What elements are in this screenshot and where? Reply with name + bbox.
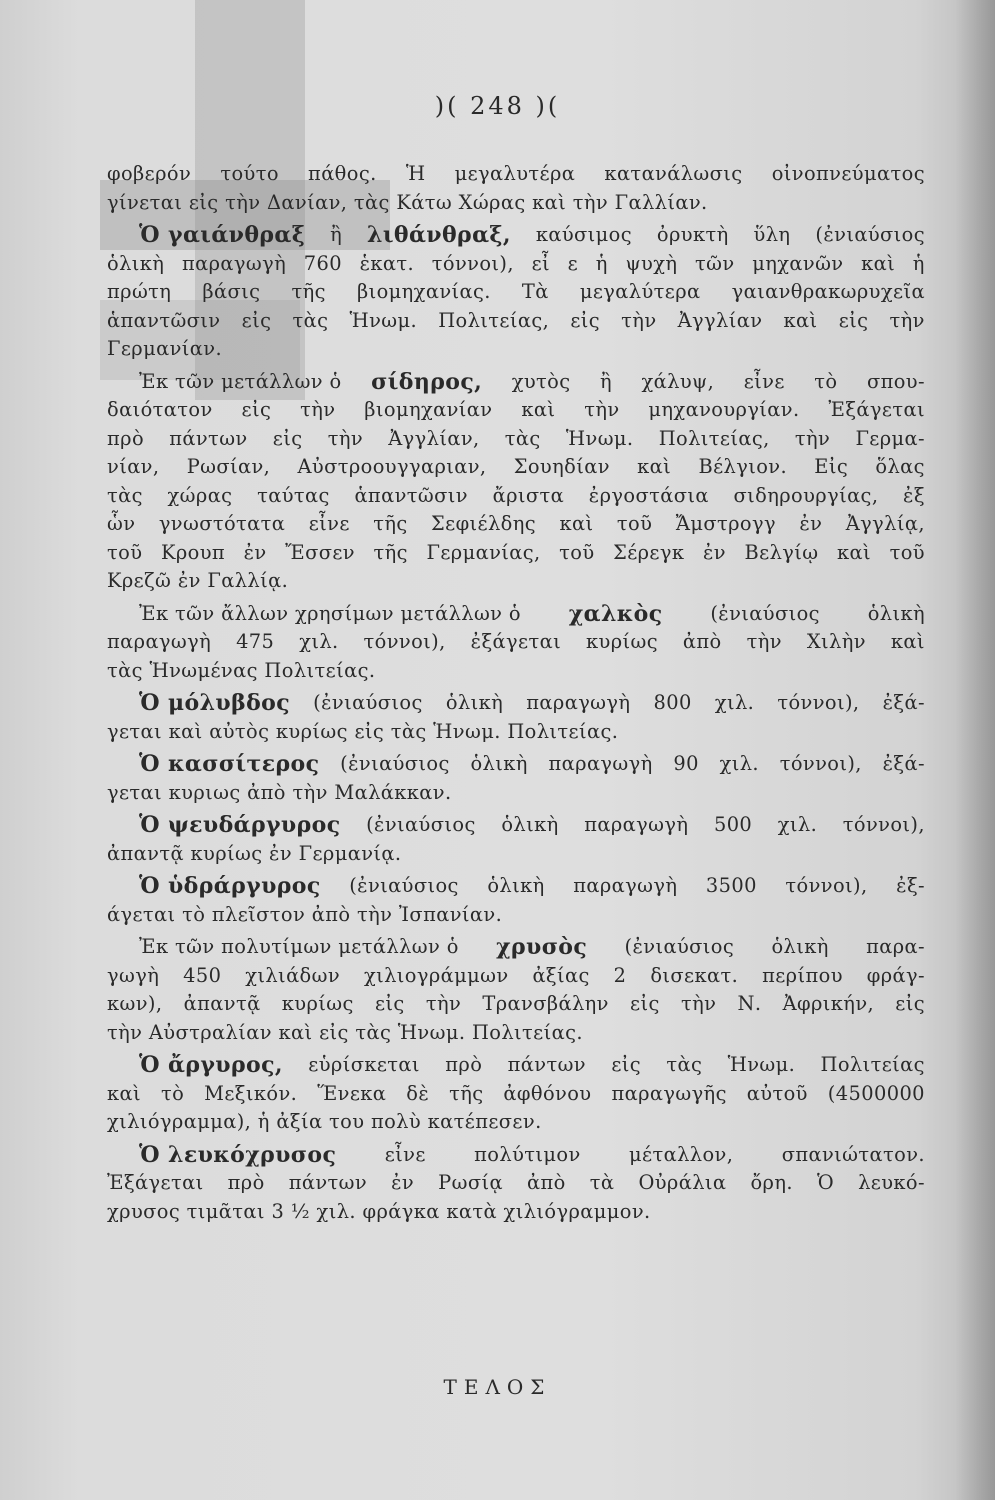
word: Ἐξάγεται: [828, 398, 925, 421]
paragraph-first-line: [107, 1141, 925, 1170]
word: Ἕνεκα: [317, 1081, 387, 1105]
word: Ὁ: [816, 1171, 835, 1194]
text-run: ὁλικὴ: [470, 752, 528, 775]
word: παραγωγῆς: [611, 1081, 727, 1105]
word: Ἀγγλίαν: [677, 308, 763, 332]
paragraph-first-line: [107, 811, 925, 840]
word: ἐξ: [903, 483, 925, 507]
word: ἀπὸ: [527, 1171, 566, 1194]
text-run: (ἐνιαύσιος: [710, 601, 820, 625]
word: Ν.: [737, 992, 762, 1015]
word: τὴν: [680, 992, 717, 1015]
word: Τρανσβάλην: [482, 992, 609, 1015]
word: Οὐράλια: [638, 1171, 727, 1194]
text-run: παραγωγὴ: [526, 691, 631, 714]
bold-term: χρυσὸς: [496, 934, 588, 960]
word: Ἀφρικήν,: [782, 992, 875, 1015]
text-line: ἀπαντᾷ κυρίως ἐν Γερμανίᾳ.: [107, 841, 402, 865]
word: ἐργοστάσια: [588, 483, 709, 507]
text-run: τόννοι),: [842, 813, 925, 836]
word: εἰς: [272, 426, 303, 450]
paragraph-first-line: [107, 368, 925, 397]
word: ἡ: [595, 251, 608, 275]
text-line: [107, 396, 925, 425]
text-run: τόννοι),: [777, 691, 860, 714]
bold-term: Ὁ ψευδάργυρος: [139, 812, 341, 838]
word: Σουηδίαν: [513, 455, 610, 478]
text-run: ἐξά-: [882, 691, 925, 714]
word: κυρίως: [281, 992, 354, 1015]
word: τοῦ: [107, 540, 143, 564]
word: δαιότατον: [107, 398, 213, 421]
word: Ἔσσεν: [285, 540, 355, 564]
word: καὶ: [637, 455, 672, 478]
word: μηχανῶν: [752, 251, 844, 275]
word: κυρίως: [586, 630, 658, 653]
word: ἀπὸ: [682, 630, 722, 653]
word: εἰς: [838, 308, 869, 332]
text-run: ἢ: [599, 369, 613, 393]
word: ψυχὴ: [625, 251, 678, 275]
word: (4500000: [827, 1081, 925, 1105]
text-line: Γερμανίαν.: [107, 337, 223, 360]
word: Εἰς: [814, 455, 849, 478]
word: ἀπαντᾷ: [183, 992, 261, 1015]
word: τὴν: [300, 398, 336, 421]
word: ἁπαντῶσιν: [107, 308, 221, 332]
text-run: (ἐνιαύσιος: [349, 874, 459, 897]
word: ἐν: [799, 512, 823, 535]
text-run: μέταλλον,: [629, 1142, 734, 1166]
word: Κρουπ: [160, 540, 226, 564]
word: Ἡνωμ.: [349, 308, 418, 332]
end-word: ΤΕΛΟΣ: [443, 1375, 552, 1399]
word: καὶ: [890, 630, 925, 653]
text-run: 3500: [705, 874, 757, 897]
word: τόννοι),: [431, 251, 514, 275]
bold-term: Ὁ ἄργυρος,: [139, 1052, 283, 1078]
text-run: χάλυψ,: [641, 369, 715, 393]
text-run: παραγωγὴ: [548, 752, 653, 775]
bold-term: χαλκὸς: [568, 600, 663, 627]
word: λευκό-: [858, 1171, 925, 1194]
text-run: πολύτιμον: [474, 1142, 581, 1166]
text-line: [107, 510, 925, 539]
word: 2: [613, 963, 627, 987]
text-run: (ἐνιαύσιος: [366, 813, 476, 836]
word: τοῦ: [559, 540, 595, 564]
paragraph: [107, 750, 925, 807]
bold-term: Ὁ λευκόχρυσος: [139, 1141, 337, 1168]
word: ἀξίας: [532, 963, 590, 987]
text-line: [107, 250, 925, 279]
word: Πολιτείας,: [438, 308, 550, 332]
word: τῆς: [449, 1081, 484, 1105]
text-run: Ἐκ τῶν ἄλλων χρησίμων μετάλλων ὁ: [139, 601, 522, 625]
word: γωγὴ: [107, 963, 160, 987]
word: μεγαλυτέρα: [454, 162, 576, 185]
text-run: χυτὸς: [511, 369, 571, 393]
text-run: σπανιώτατον.: [781, 1142, 925, 1166]
word: τὴν: [425, 992, 462, 1015]
text-line: τὰς Ἡνωμένας Πολιτείας.: [107, 658, 376, 682]
paragraph: [107, 1051, 925, 1137]
text-run: παραγωγὴ: [584, 813, 689, 836]
word: Ρωσίαν,: [186, 455, 271, 478]
text-run: εἶνε: [743, 369, 785, 393]
text-run: εἶνε: [384, 1142, 426, 1166]
word: τὸ: [160, 1081, 185, 1105]
word: Γερμανίας,: [426, 540, 541, 564]
word: Ἄμστρογγ: [675, 512, 776, 535]
text-run: πάντων: [507, 1053, 586, 1076]
text-run: εἰς: [611, 1053, 642, 1076]
word: καὶ: [107, 1081, 142, 1105]
word: βιομηχανίας.: [356, 280, 491, 303]
word: τὰς: [504, 426, 541, 450]
word: ἁπαντῶσιν: [354, 483, 468, 507]
word: μηχανουργίαν.: [648, 398, 800, 421]
text-line: τὴν Αὐστραλίαν καὶ εἰς τὰς Ἡνωμ. Πολιτείας.: [107, 1020, 583, 1044]
word: 760: [303, 251, 342, 275]
text-run: (ἐνιαύσιος: [313, 691, 423, 714]
word: βιομηχανίαν: [364, 398, 493, 421]
word: ἀφθόνου: [503, 1081, 592, 1105]
bold-term: Ὁ γαιάνθραξ: [139, 222, 306, 248]
word: τὴν: [584, 398, 620, 421]
word: πρὸ: [107, 426, 145, 450]
word: βάσις: [202, 280, 261, 303]
word: ὅλας: [875, 455, 925, 478]
word: ἐν: [702, 540, 726, 564]
word: καὶ: [559, 512, 594, 535]
word: χιλιάδων: [245, 963, 341, 987]
word: εἰς: [895, 992, 925, 1015]
word: γνωστότατα: [158, 512, 286, 535]
word: κατανάλωσις: [604, 162, 743, 185]
body-text: [107, 160, 925, 1230]
text-line: άγεται τὸ πλεῖστον ἀπὸ τὴν Ἰσπανίαν.: [107, 902, 503, 926]
word: τόννοι),: [363, 630, 446, 653]
paragraph: [107, 872, 925, 929]
text-line: [107, 539, 925, 568]
text-line: Κρεζῶ ἐν Γαλλίᾳ.: [107, 569, 289, 592]
word: καὶ: [521, 398, 556, 421]
text-run: (ἐνιαύσιος: [340, 752, 450, 775]
paragraph: [107, 221, 925, 364]
word: τούτο: [220, 162, 279, 185]
word: πάντων: [169, 426, 248, 450]
word: γαιανθρακωρυχεῖα: [731, 280, 925, 303]
text-run: ἐξ-: [896, 874, 925, 897]
text-line: [107, 1080, 925, 1109]
text-run: εὑρίσκεται: [308, 1053, 420, 1076]
paragraph: [107, 600, 925, 686]
word: Τὰ: [521, 280, 549, 303]
word: ὁλικὴ: [107, 251, 165, 275]
word: αὐτοῦ: [746, 1081, 808, 1105]
paragraph-first-line: [107, 750, 925, 779]
bold-term: Ὁ κασσίτερος: [139, 751, 320, 777]
word: εἶ: [531, 251, 551, 275]
paragraph: [107, 933, 925, 1047]
word: 475: [236, 630, 275, 653]
word: Σεφιέλδης: [431, 512, 537, 535]
paragraph-first-line: [107, 600, 925, 629]
page-edge-shadow: [955, 0, 995, 1500]
text-run: ὁλικὴ: [501, 813, 559, 836]
word: τὴν: [794, 426, 831, 450]
text-run: πρὸ: [445, 1053, 483, 1076]
word: οἰνοπνεύματος: [771, 162, 925, 185]
word: Μεξικόν.: [204, 1081, 298, 1105]
word: ἄριστα: [492, 483, 565, 507]
text-line: [107, 278, 925, 307]
text-run: Πολιτείας: [820, 1053, 925, 1076]
word: ταύτας: [257, 483, 330, 507]
word: Ρωσίᾳ: [438, 1171, 503, 1194]
text-run: 800: [653, 691, 692, 714]
word: τὰς: [107, 483, 143, 507]
text-run: Ἐκ τῶν μετάλλων ὁ: [139, 369, 342, 393]
paragraph-first-line: [107, 689, 925, 718]
text-run: 90: [673, 752, 699, 775]
text-run: τὸ: [814, 369, 838, 393]
word: περίπου: [762, 963, 843, 987]
word: τοῦ: [889, 540, 925, 564]
word: Ἀγγλίᾳ,: [845, 512, 925, 535]
text-run: ὁλικὴ: [445, 691, 504, 714]
word: πρώτη: [107, 280, 172, 303]
word: παραγωγὴ: [107, 630, 212, 653]
word: εἰς: [570, 308, 601, 332]
word: ἑκατ.: [359, 251, 415, 275]
page-number: )( 248 )(: [434, 92, 561, 120]
text-run: Ἡνωμ.: [727, 1053, 796, 1076]
text-run: ἐξά-: [882, 752, 925, 775]
text-run: ὁλικὴ: [867, 601, 925, 625]
word: ἡ: [912, 251, 925, 275]
word: τῆς: [291, 280, 326, 303]
text-run: ὀρυκτὴ: [656, 223, 729, 246]
text-line: [107, 628, 925, 657]
word: ἐν: [243, 540, 267, 564]
word: ἐξάγεται: [470, 630, 562, 653]
word: Χιλὴν: [806, 630, 866, 653]
word: Πολιτείας,: [658, 426, 770, 450]
text-run: ἢ: [330, 223, 343, 246]
word: καὶ: [861, 251, 896, 275]
word: τὴν: [327, 426, 364, 450]
text-run: παραγωγὴ: [573, 874, 678, 897]
text-line: [107, 990, 925, 1019]
word: τῶν: [695, 251, 735, 275]
paragraph-first-line: [107, 872, 925, 901]
text-line: [107, 160, 925, 189]
word: καὶ: [783, 308, 818, 332]
text-run: σπου-: [866, 369, 925, 393]
text-run: ὁλικὴ: [487, 874, 545, 897]
text-line: χιλιόγραμμα), ἡ ἀξία του πολὺ κατέπεσεν.: [107, 1110, 542, 1133]
word: τὰς: [292, 308, 329, 332]
word: νίαν,: [107, 455, 160, 478]
text-line: [107, 307, 925, 336]
text-line: [107, 453, 925, 482]
word: χιλ.: [299, 630, 339, 653]
word: χώρας: [167, 483, 233, 507]
word: Βελγίῳ: [744, 540, 819, 564]
text-run: Ἐκ τῶν πολυτίμων μετάλλων ὁ: [139, 935, 459, 958]
word: εἰς: [630, 992, 660, 1015]
word: εἶνε: [308, 512, 350, 535]
word: τὴν: [621, 308, 657, 332]
word: Γερμα-: [855, 426, 925, 450]
text-run: ὁλικὴ: [771, 935, 829, 958]
text-line: γεται καὶ αὐτὸς κυρίως εἰς τὰς Ἡνωμ. Πολιτείας.: [107, 719, 619, 743]
text-run: τόννοι),: [779, 752, 862, 775]
word: εἰς: [241, 308, 272, 332]
word: Ἡ: [405, 162, 426, 185]
text-run: τόννοι),: [785, 874, 868, 897]
word: Σέρεγκ: [613, 540, 685, 564]
word: φράγ-: [866, 963, 925, 987]
paragraph-first-line: [107, 1051, 925, 1080]
bold-term: λιθάνθραξ,: [367, 222, 511, 248]
word: φοβερόν: [107, 162, 192, 185]
word: τὰ: [589, 1171, 615, 1194]
word: σιδηρουργίας,: [733, 483, 879, 507]
word: δισεκατ.: [650, 963, 739, 987]
word: πάθος.: [308, 162, 377, 185]
word: καὶ: [837, 540, 872, 564]
paragraph-gap: [107, 1226, 925, 1230]
word: τῆς: [373, 512, 408, 535]
text-line: [107, 962, 925, 991]
word: χιλιογράμμων: [363, 963, 509, 987]
word: κων),: [107, 992, 163, 1015]
paragraph: [107, 368, 925, 596]
word: ε: [567, 251, 579, 275]
paragraph: [107, 1141, 925, 1227]
word: 450: [183, 963, 222, 987]
text-run: χιλ.: [777, 813, 818, 836]
text-run: 500: [713, 813, 753, 836]
text-line: γεται κυριως ἀπὸ τὴν Μαλάκκαν.: [107, 780, 452, 804]
paragraph: [107, 811, 925, 868]
word: Ἀγγλίαν,: [388, 426, 480, 450]
text-line: [107, 482, 925, 511]
word: εἰς: [241, 398, 272, 421]
text-line: [107, 1169, 925, 1198]
word: ἐν: [391, 1171, 415, 1194]
text-run: ὕλη: [753, 223, 791, 246]
text-run: χιλ.: [714, 691, 755, 714]
word: μεγαλύτερα: [579, 280, 701, 303]
word: τὴν: [746, 630, 782, 653]
paragraph-first-line: [107, 221, 925, 250]
text-line: [107, 425, 925, 454]
word: ὧν: [107, 512, 136, 535]
word: Ἐξάγεται: [107, 1171, 204, 1194]
text-run: (ἐνιαύσιος: [815, 223, 925, 246]
text-line: γίνεται εἰς τὴν Δανίαν, τὰς Κάτω Χώρας καὶ τὴν Γαλλίαν.: [107, 190, 708, 214]
word: τὴν: [889, 308, 925, 332]
word: δὲ: [406, 1081, 430, 1105]
paragraph: [107, 160, 925, 217]
text-run: (ἐνιαύσιος: [624, 935, 735, 958]
text-run: παρα-: [866, 935, 925, 958]
text-line: χρυσος τιμᾶται 3 ½ χιλ. φράγκα κατὰ χιλιόγραμμον.: [107, 1199, 651, 1223]
bold-term: Ὁ ὑδράργυρος: [139, 873, 321, 899]
bold-term: σίδηρος,: [371, 368, 483, 395]
word: Ἡνωμ.: [565, 426, 634, 450]
bold-term: Ὁ μόλυβδος: [139, 690, 291, 716]
text-run: χιλ.: [719, 752, 759, 775]
text-run: καύσιμος: [535, 223, 632, 246]
word: πρὸ: [227, 1171, 265, 1194]
paragraph-first-line: [107, 933, 925, 962]
word: τοῦ: [616, 512, 653, 535]
word: τῆς: [373, 540, 408, 564]
word: Αὐστροουγγαριαν,: [297, 455, 487, 478]
word: πάντων: [288, 1171, 368, 1194]
word: ὄρη.: [750, 1171, 793, 1194]
word: Βέλγιον.: [698, 455, 788, 478]
word: παραγωγὴ: [181, 251, 287, 275]
word: εἰς: [374, 992, 405, 1015]
paragraph: [107, 689, 925, 746]
text-run: τὰς: [666, 1053, 703, 1076]
